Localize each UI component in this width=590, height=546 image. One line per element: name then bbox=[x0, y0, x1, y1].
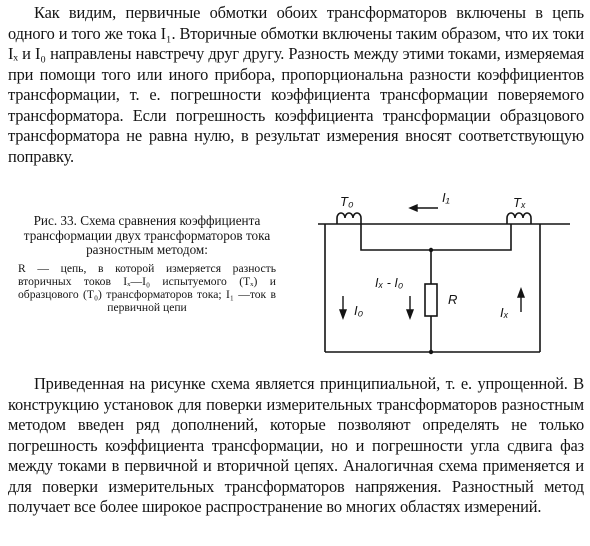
label-tested-current: Iₓ bbox=[500, 305, 509, 320]
junction-dot-top bbox=[429, 248, 433, 252]
label-resistor: R bbox=[448, 292, 458, 307]
circuit-diagram-svg bbox=[318, 186, 570, 360]
label-difference-current: Iₓ - I₀ bbox=[375, 276, 404, 290]
label-reference-transformer: T₀ bbox=[340, 194, 354, 209]
arrow-tested-current-head bbox=[518, 289, 524, 297]
figure-caption-heading: Рис. 33. Схема сравнения коэффициента трансформации двух трансформаторов тока разностным методом: bbox=[23, 213, 271, 258]
circuit-diagram bbox=[318, 186, 570, 360]
label-primary-current: I₁ bbox=[442, 190, 450, 205]
label-reference-current: I₀ bbox=[354, 303, 364, 318]
tested-transformer-coil bbox=[507, 213, 531, 224]
arrow-primary-current-head bbox=[410, 205, 417, 211]
figure-caption-body: R — цепь, в которой измеряется разность вторичных токов Iₓ—I₀ испытуемого (Tₓ) и образцового (T₀) трансформаторов тока; I₁ —ток в первичной цепи bbox=[18, 261, 276, 315]
paragraph-2: Приведенная на рисунке схема является принципиальной, т. е. упрощенной. В конструкцию установок для поверки измерительных трансформаторов разностным методом введен ряд дополнений, которые позволяют определять не только погрешность коэффициента трансформации, но и погрешности угла сдвига фаз между токами в первичной и вторичной цепях. Аналогичная схема применяется и для поверки измерительных трансформаторов напряжения. Разностный метод получает все более широкое распространение во многих областях измерений. bbox=[8, 374, 584, 516]
paragraph-1: Как видим, первичные обмотки обоих трансформаторов включены в цепь одного и того же тока I₁. Вторичные обмотки включены таким образом, что их токи Iₓ и I₀ направлены навстречу друг другу. Разность между этими токами, измеряемая при помощи того или иного прибора, пропорциональна разности коэффициентов трансформации, т. е. погрешности коэффициента трансформации поверяемого трансформатора. Если погрешность коэффициента трансформации образцового трансформатора не равна нулю, в результат измерения вносят соответствующую поправку. bbox=[8, 3, 584, 166]
label-tested-transformer: Tₓ bbox=[513, 195, 526, 210]
figure-caption bbox=[18, 214, 276, 315]
arrow-reference-current-head bbox=[340, 310, 346, 318]
resistor-r bbox=[425, 284, 437, 316]
junction-dot-bottom bbox=[429, 350, 433, 354]
reference-transformer-coil bbox=[337, 213, 361, 224]
secondary-top-wire bbox=[361, 224, 511, 250]
arrow-difference-current-head bbox=[407, 310, 413, 318]
